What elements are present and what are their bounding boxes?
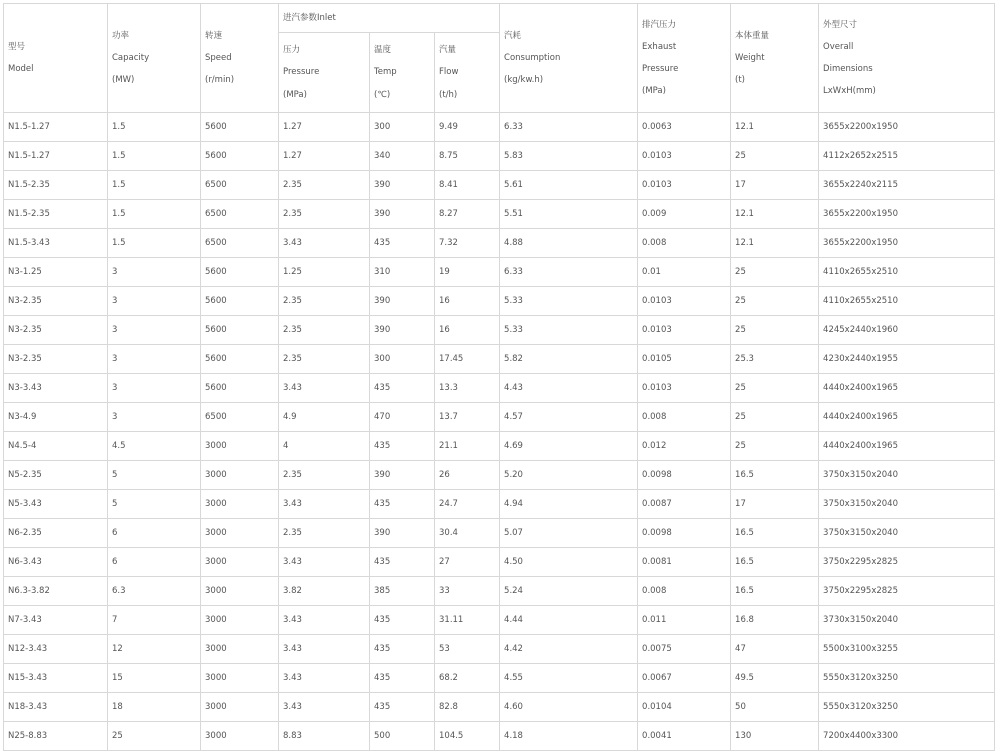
cell-consumption: 4.55: [500, 664, 638, 693]
header-exhaust-pressure: 排汽压力 Exhaust Pressure (MPa): [638, 4, 731, 113]
cell-dimensions: 4110x2655x2510: [819, 287, 995, 316]
table-row: [4, 635, 995, 664]
cell-temp: 435: [370, 374, 435, 403]
cell-weight: 25: [731, 403, 819, 432]
cell-model: N15-3.43: [4, 664, 108, 693]
cell-temp: 470: [370, 403, 435, 432]
cell-speed: 5600: [201, 287, 279, 316]
cell-weight: 16.5: [731, 577, 819, 606]
cell-weight: 25: [731, 316, 819, 345]
cell-consumption: 5.24: [500, 577, 638, 606]
cell-model: N1.5-2.35: [4, 171, 108, 200]
table-row: [4, 374, 995, 403]
cell-temp: 435: [370, 606, 435, 635]
cell-dimensions: 5500x3100x3255: [819, 635, 995, 664]
cell-exhaust-pressure: 0.01: [638, 258, 731, 287]
cell-temp: 500: [370, 722, 435, 751]
cell-weight: 49.5: [731, 664, 819, 693]
cell-exhaust-pressure: 0.0063: [638, 113, 731, 142]
cell-speed: 3000: [201, 490, 279, 519]
cell-temp: 435: [370, 490, 435, 519]
cell-weight: 25: [731, 432, 819, 461]
cell-exhaust-pressure: 0.0087: [638, 490, 731, 519]
cell-speed: 5600: [201, 345, 279, 374]
cell-temp: 385: [370, 577, 435, 606]
cell-model: N1.5-1.27: [4, 142, 108, 171]
cell-temp: 390: [370, 171, 435, 200]
cell-pressure: 1.27: [279, 113, 370, 142]
cell-capacity: 6.3: [108, 577, 201, 606]
cell-pressure: 3.43: [279, 664, 370, 693]
cell-capacity: 12: [108, 635, 201, 664]
cell-temp: 310: [370, 258, 435, 287]
cell-temp: 390: [370, 287, 435, 316]
cell-flow: 7.32: [435, 229, 500, 258]
cell-dimensions: 4440x2400x1965: [819, 432, 995, 461]
cell-temp: 435: [370, 635, 435, 664]
cell-weight: 12.1: [731, 229, 819, 258]
cell-speed: 3000: [201, 722, 279, 751]
cell-model: N6.3-3.82: [4, 577, 108, 606]
cell-consumption: 4.57: [500, 403, 638, 432]
cell-speed: 3000: [201, 635, 279, 664]
cell-dimensions: 3655x2200x1950: [819, 229, 995, 258]
cell-dimensions: 7200x4400x3300: [819, 722, 995, 751]
cell-pressure: 3.43: [279, 490, 370, 519]
cell-exhaust-pressure: 0.009: [638, 200, 731, 229]
cell-consumption: 6.33: [500, 258, 638, 287]
cell-pressure: 3.82: [279, 577, 370, 606]
cell-flow: 13.7: [435, 403, 500, 432]
cell-pressure: 2.35: [279, 200, 370, 229]
cell-speed: 5600: [201, 316, 279, 345]
cell-consumption: 4.43: [500, 374, 638, 403]
cell-capacity: 4.5: [108, 432, 201, 461]
cell-flow: 19: [435, 258, 500, 287]
cell-capacity: 25: [108, 722, 201, 751]
cell-model: N4.5-4: [4, 432, 108, 461]
cell-exhaust-pressure: 0.012: [638, 432, 731, 461]
cell-consumption: 4.60: [500, 693, 638, 722]
cell-temp: 435: [370, 693, 435, 722]
cell-model: N3-1.25: [4, 258, 108, 287]
cell-temp: 435: [370, 432, 435, 461]
cell-exhaust-pressure: 0.0098: [638, 519, 731, 548]
cell-pressure: 2.35: [279, 171, 370, 200]
cell-exhaust-pressure: 0.0098: [638, 461, 731, 490]
cell-dimensions: 5550x3120x3250: [819, 693, 995, 722]
cell-dimensions: 4440x2400x1965: [819, 374, 995, 403]
cell-temp: 390: [370, 316, 435, 345]
header-capacity: 功率 Capacity (MW): [108, 4, 201, 113]
cell-model: N3-2.35: [4, 316, 108, 345]
cell-model: N1.5-2.35: [4, 200, 108, 229]
cell-temp: 390: [370, 461, 435, 490]
cell-consumption: 5.07: [500, 519, 638, 548]
cell-pressure: 3.43: [279, 374, 370, 403]
cell-pressure: 8.83: [279, 722, 370, 751]
cell-dimensions: 3750x3150x2040: [819, 519, 995, 548]
cell-pressure: 3.43: [279, 606, 370, 635]
cell-capacity: 6: [108, 548, 201, 577]
cell-pressure: 2.35: [279, 519, 370, 548]
cell-flow: 8.75: [435, 142, 500, 171]
cell-pressure: 3.43: [279, 635, 370, 664]
table-row: [4, 258, 995, 287]
cell-pressure: 2.35: [279, 316, 370, 345]
cell-speed: 5600: [201, 113, 279, 142]
cell-weight: 16.8: [731, 606, 819, 635]
cell-pressure: 3.43: [279, 229, 370, 258]
header-dimensions: 外型尺寸 Overall Dimensions LxWxH(mm): [819, 4, 995, 113]
cell-speed: 3000: [201, 519, 279, 548]
table-row: [4, 345, 995, 374]
cell-temp: 435: [370, 548, 435, 577]
cell-model: N3-4.9: [4, 403, 108, 432]
cell-capacity: 1.5: [108, 142, 201, 171]
cell-pressure: 4: [279, 432, 370, 461]
cell-consumption: 5.61: [500, 171, 638, 200]
header-speed: 转速 Speed (r/min): [201, 4, 279, 113]
cell-flow: 17.45: [435, 345, 500, 374]
cell-flow: 68.2: [435, 664, 500, 693]
cell-flow: 9.49: [435, 113, 500, 142]
table-row: [4, 171, 995, 200]
cell-flow: 16: [435, 316, 500, 345]
cell-model: N12-3.43: [4, 635, 108, 664]
header-temp: 温度 Temp (℃): [370, 33, 435, 113]
cell-capacity: 3: [108, 258, 201, 287]
table-row: [4, 548, 995, 577]
cell-pressure: 4.9: [279, 403, 370, 432]
cell-consumption: 6.33: [500, 113, 638, 142]
cell-capacity: 3: [108, 345, 201, 374]
cell-model: N5-2.35: [4, 461, 108, 490]
cell-pressure: 3.43: [279, 548, 370, 577]
cell-speed: 6500: [201, 171, 279, 200]
cell-capacity: 5: [108, 490, 201, 519]
cell-exhaust-pressure: 0.011: [638, 606, 731, 635]
cell-weight: 130: [731, 722, 819, 751]
cell-capacity: 1.5: [108, 229, 201, 258]
cell-exhaust-pressure: 0.008: [638, 577, 731, 606]
cell-weight: 25: [731, 287, 819, 316]
cell-dimensions: 4110x2655x2510: [819, 258, 995, 287]
cell-temp: 435: [370, 229, 435, 258]
cell-exhaust-pressure: 0.0103: [638, 316, 731, 345]
cell-dimensions: 3750x3150x2040: [819, 461, 995, 490]
table-row: [4, 693, 995, 722]
cell-model: N1.5-3.43: [4, 229, 108, 258]
cell-weight: 17: [731, 171, 819, 200]
cell-exhaust-pressure: 0.0075: [638, 635, 731, 664]
header-model: 型号 Model: [4, 4, 108, 113]
cell-model: N18-3.43: [4, 693, 108, 722]
cell-model: N6-2.35: [4, 519, 108, 548]
cell-flow: 8.27: [435, 200, 500, 229]
cell-speed: 5600: [201, 258, 279, 287]
cell-weight: 25: [731, 258, 819, 287]
cell-pressure: 2.35: [279, 461, 370, 490]
cell-speed: 5600: [201, 374, 279, 403]
cell-temp: 390: [370, 519, 435, 548]
cell-weight: 16.5: [731, 548, 819, 577]
cell-exhaust-pressure: 0.0105: [638, 345, 731, 374]
cell-consumption: 5.33: [500, 287, 638, 316]
cell-flow: 33: [435, 577, 500, 606]
table-body: [4, 113, 995, 751]
cell-flow: 53: [435, 635, 500, 664]
header-inlet-group: 进汽参数Inlet: [279, 4, 500, 33]
cell-speed: 3000: [201, 577, 279, 606]
cell-consumption: 4.94: [500, 490, 638, 519]
cell-consumption: 4.69: [500, 432, 638, 461]
cell-flow: 13.3: [435, 374, 500, 403]
cell-weight: 25: [731, 374, 819, 403]
cell-flow: 82.8: [435, 693, 500, 722]
cell-exhaust-pressure: 0.0103: [638, 287, 731, 316]
cell-model: N3-2.35: [4, 287, 108, 316]
cell-temp: 390: [370, 200, 435, 229]
turbine-spec-table: [3, 3, 995, 751]
table-row: [4, 403, 995, 432]
cell-speed: 3000: [201, 461, 279, 490]
cell-weight: 16.5: [731, 519, 819, 548]
cell-dimensions: 3750x3150x2040: [819, 490, 995, 519]
cell-exhaust-pressure: 0.0081: [638, 548, 731, 577]
cell-consumption: 5.82: [500, 345, 638, 374]
table-row: [4, 664, 995, 693]
cell-capacity: 15: [108, 664, 201, 693]
cell-model: N3-3.43: [4, 374, 108, 403]
cell-speed: 6500: [201, 229, 279, 258]
cell-dimensions: 3750x2295x2825: [819, 548, 995, 577]
cell-dimensions: 5550x3120x3250: [819, 664, 995, 693]
header-weight: 本体重量 Weight (t): [731, 4, 819, 113]
cell-pressure: 2.35: [279, 287, 370, 316]
cell-exhaust-pressure: 0.0041: [638, 722, 731, 751]
cell-dimensions: 4440x2400x1965: [819, 403, 995, 432]
cell-speed: 6500: [201, 403, 279, 432]
cell-dimensions: 3655x2200x1950: [819, 113, 995, 142]
cell-capacity: 3: [108, 316, 201, 345]
cell-capacity: 1.5: [108, 113, 201, 142]
cell-weight: 17: [731, 490, 819, 519]
table-row: [4, 606, 995, 635]
table-row: [4, 461, 995, 490]
table-row: [4, 722, 995, 751]
table-row: [4, 577, 995, 606]
cell-flow: 104.5: [435, 722, 500, 751]
cell-exhaust-pressure: 0.0067: [638, 664, 731, 693]
cell-dimensions: 3655x2240x2115: [819, 171, 995, 200]
cell-consumption: 5.33: [500, 316, 638, 345]
cell-capacity: 5: [108, 461, 201, 490]
header-flow: 汽量 Flow (t/h): [435, 33, 500, 113]
cell-consumption: 4.42: [500, 635, 638, 664]
cell-flow: 27: [435, 548, 500, 577]
cell-pressure: 1.27: [279, 142, 370, 171]
cell-speed: 3000: [201, 664, 279, 693]
cell-consumption: 5.20: [500, 461, 638, 490]
cell-model: N25-8.83: [4, 722, 108, 751]
cell-pressure: 2.35: [279, 345, 370, 374]
cell-flow: 30.4: [435, 519, 500, 548]
cell-weight: 12.1: [731, 113, 819, 142]
cell-consumption: 5.51: [500, 200, 638, 229]
cell-weight: 12.1: [731, 200, 819, 229]
table-row: [4, 490, 995, 519]
cell-consumption: 5.83: [500, 142, 638, 171]
cell-exhaust-pressure: 0.0103: [638, 374, 731, 403]
table-row: [4, 113, 995, 142]
cell-flow: 24.7: [435, 490, 500, 519]
header-pressure: 压力 Pressure (MPa): [279, 33, 370, 113]
cell-capacity: 18: [108, 693, 201, 722]
cell-consumption: 4.18: [500, 722, 638, 751]
cell-pressure: 1.25: [279, 258, 370, 287]
cell-model: N7-3.43: [4, 606, 108, 635]
cell-weight: 25.3: [731, 345, 819, 374]
cell-capacity: 1.5: [108, 200, 201, 229]
cell-speed: 6500: [201, 200, 279, 229]
cell-flow: 31.11: [435, 606, 500, 635]
cell-temp: 300: [370, 113, 435, 142]
cell-speed: 3000: [201, 548, 279, 577]
cell-dimensions: 3750x2295x2825: [819, 577, 995, 606]
cell-model: N3-2.35: [4, 345, 108, 374]
cell-dimensions: 3655x2200x1950: [819, 200, 995, 229]
cell-weight: 25: [731, 142, 819, 171]
cell-exhaust-pressure: 0.008: [638, 229, 731, 258]
cell-weight: 16.5: [731, 461, 819, 490]
cell-speed: 3000: [201, 693, 279, 722]
cell-capacity: 6: [108, 519, 201, 548]
cell-capacity: 3: [108, 403, 201, 432]
cell-weight: 50: [731, 693, 819, 722]
cell-exhaust-pressure: 0.0103: [638, 171, 731, 200]
table-row: [4, 142, 995, 171]
cell-dimensions: 3730x3150x2040: [819, 606, 995, 635]
cell-model: N1.5-1.27: [4, 113, 108, 142]
table-row: [4, 229, 995, 258]
cell-model: N6-3.43: [4, 548, 108, 577]
cell-dimensions: 4245x2440x1960: [819, 316, 995, 345]
cell-temp: 435: [370, 664, 435, 693]
cell-consumption: 4.44: [500, 606, 638, 635]
cell-temp: 340: [370, 142, 435, 171]
cell-temp: 300: [370, 345, 435, 374]
cell-consumption: 4.88: [500, 229, 638, 258]
table-row: [4, 287, 995, 316]
table-row: [4, 200, 995, 229]
cell-speed: 5600: [201, 142, 279, 171]
table-row: [4, 432, 995, 461]
cell-weight: 47: [731, 635, 819, 664]
cell-capacity: 7: [108, 606, 201, 635]
cell-model: N5-3.43: [4, 490, 108, 519]
cell-exhaust-pressure: 0.0103: [638, 142, 731, 171]
cell-flow: 16: [435, 287, 500, 316]
cell-flow: 26: [435, 461, 500, 490]
cell-capacity: 1.5: [108, 171, 201, 200]
cell-speed: 3000: [201, 432, 279, 461]
table-row: [4, 316, 995, 345]
cell-flow: 8.41: [435, 171, 500, 200]
cell-dimensions: 4230x2440x1955: [819, 345, 995, 374]
cell-capacity: 3: [108, 374, 201, 403]
cell-exhaust-pressure: 0.0104: [638, 693, 731, 722]
cell-flow: 21.1: [435, 432, 500, 461]
cell-consumption: 4.50: [500, 548, 638, 577]
cell-exhaust-pressure: 0.008: [638, 403, 731, 432]
cell-speed: 3000: [201, 606, 279, 635]
cell-capacity: 3: [108, 287, 201, 316]
cell-pressure: 3.43: [279, 693, 370, 722]
header-consumption: 汽耗 Consumption (kg/kw.h): [500, 4, 638, 113]
table-row: [4, 519, 995, 548]
cell-dimensions: 4112x2652x2515: [819, 142, 995, 171]
